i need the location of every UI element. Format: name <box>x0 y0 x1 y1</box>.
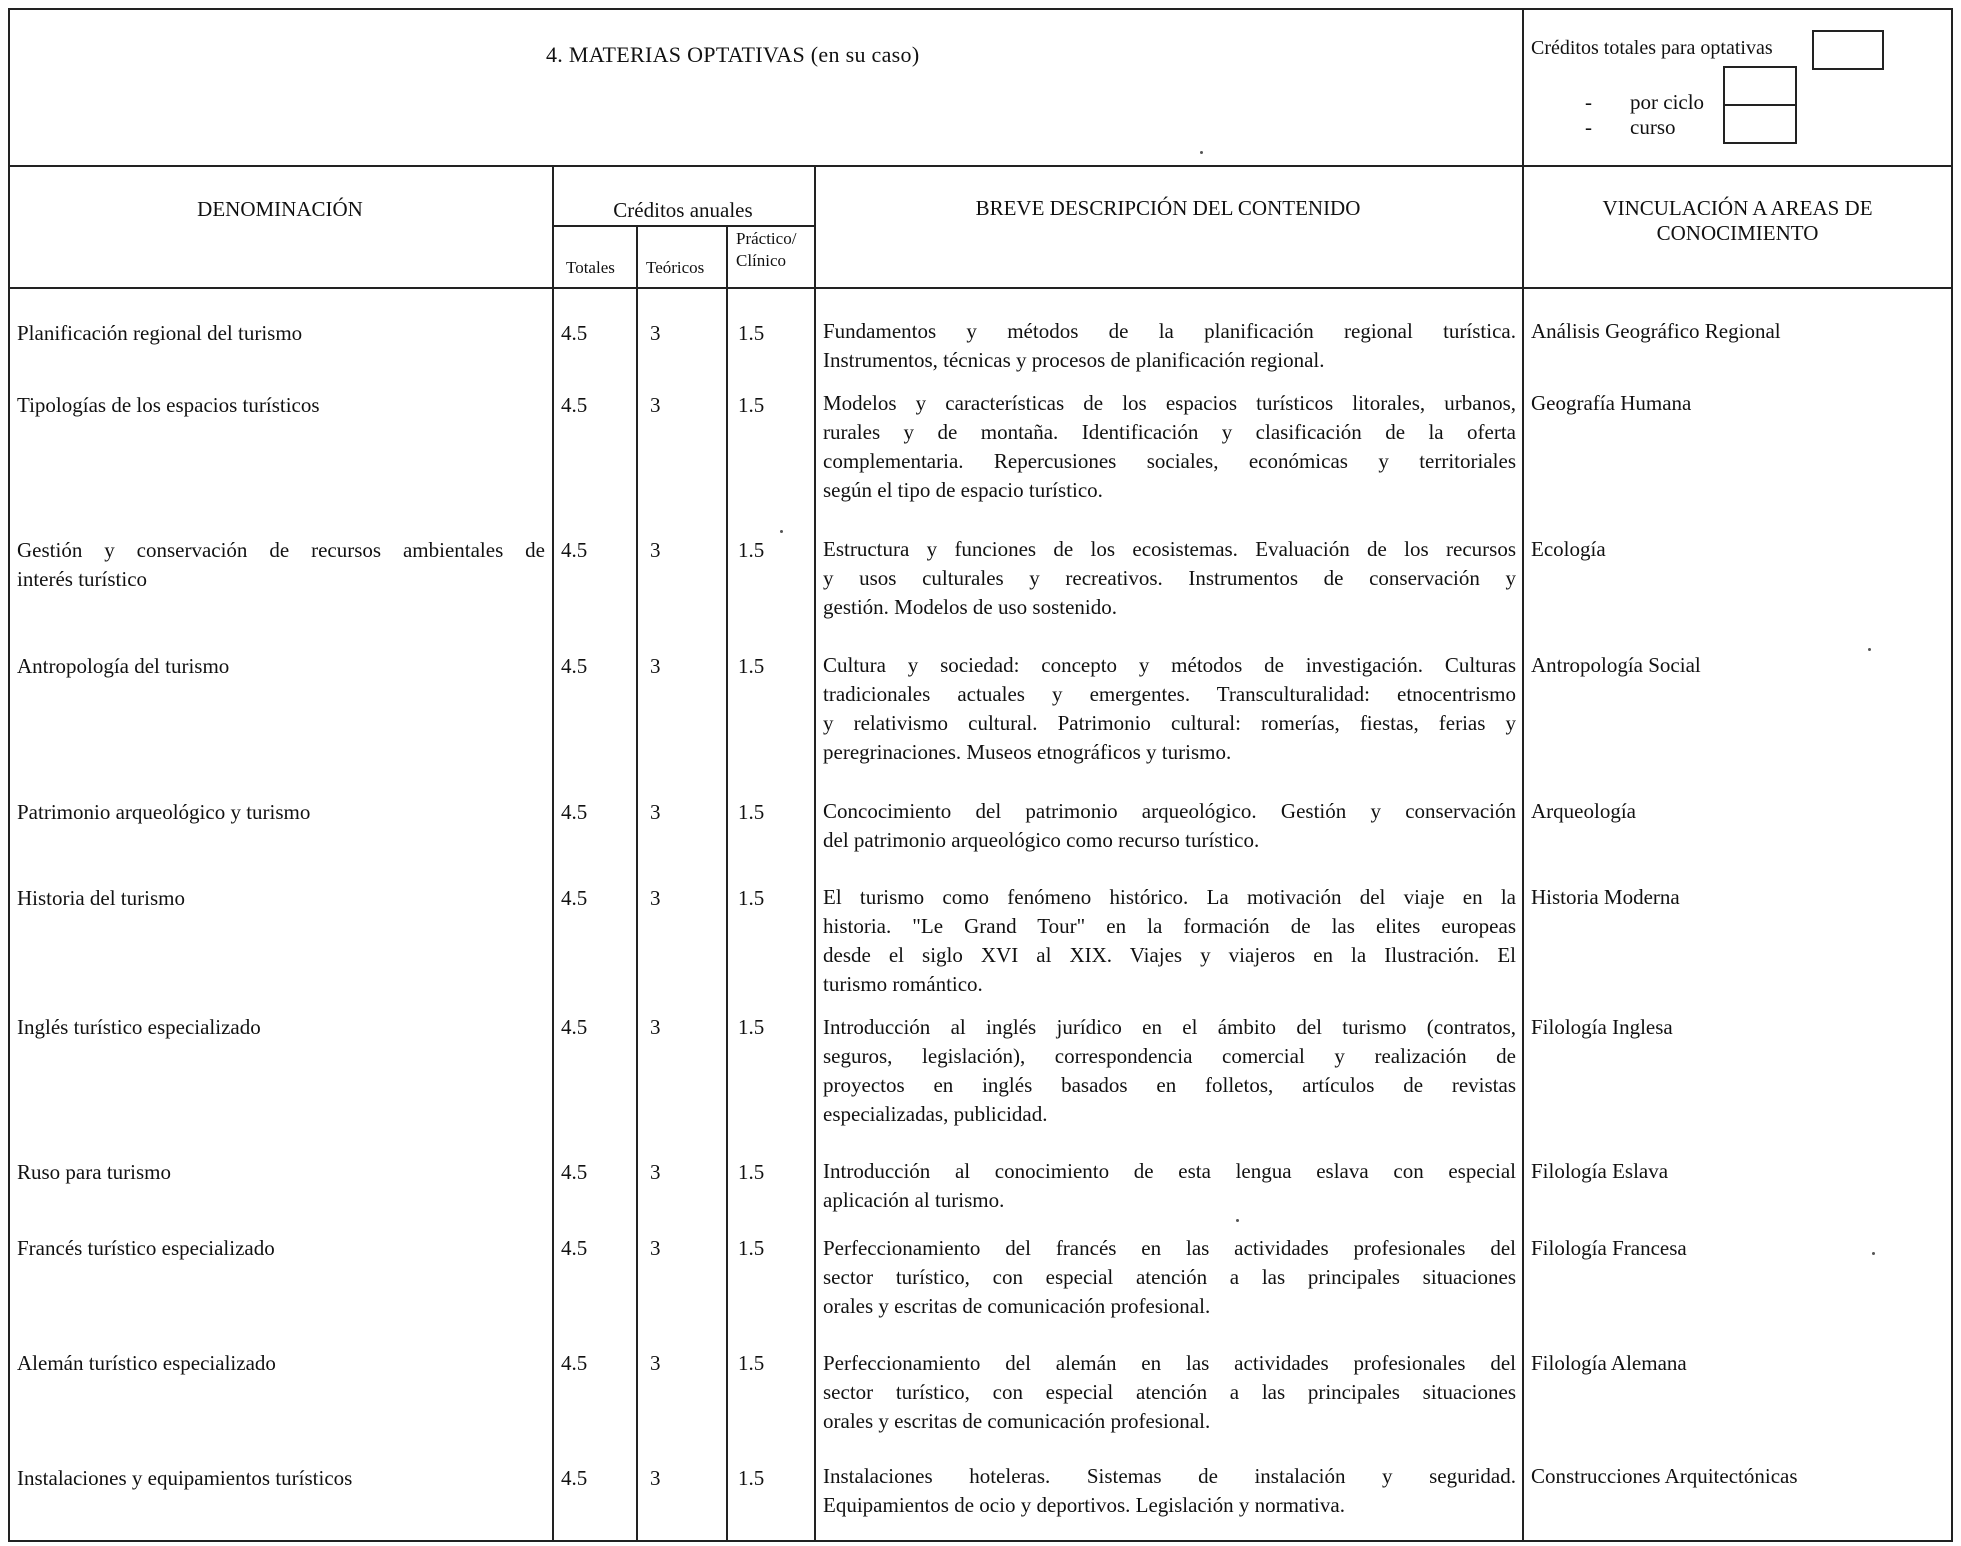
row-teoricos: 3 <box>650 393 661 417</box>
row-practico: 1.5 <box>738 1015 765 1039</box>
course-dash: - <box>1585 115 1592 139</box>
row-denominacion: Historia del turismo <box>17 886 185 910</box>
row-area: Ecología <box>1531 537 1606 561</box>
row-descripcion-line: complementaria. Repercusiones sociales, económicas y territoriales <box>823 449 1516 473</box>
row-teoricos: 3 <box>650 321 661 345</box>
per-cycle-dash: - <box>1585 90 1592 114</box>
row-descripcion-line: gestión. Modelos de uso sostenido. <box>823 595 1117 619</box>
row-denominacion: Tipologías de los espacios turísticos <box>17 393 320 417</box>
row-descripcion-line: según el tipo de espacio turístico. <box>823 478 1103 502</box>
row-descripcion-line: Perfeccionamiento del alemán en las actividades profesionales del <box>823 1351 1516 1375</box>
row-descripcion-line: seguros, legislación), correspondencia comercial y realización de <box>823 1044 1516 1068</box>
row-totales: 4.5 <box>561 886 588 910</box>
row-descripcion-line: rurales y de montaña. Identificación y clasificación de la oferta <box>823 420 1516 444</box>
row-denominacion: Planificación regional del turismo <box>17 321 303 345</box>
col-divider-denominacion <box>552 165 554 1542</box>
creditos-subheader-line <box>552 225 814 227</box>
per-cycle-label: por ciclo <box>1630 90 1705 114</box>
row-area: Arqueología <box>1531 799 1636 823</box>
row-descripcion-line: sector turístico, con especial atención a las principales situaciones <box>823 1380 1516 1404</box>
row-descripcion-line: Estructura y funciones de los ecosistemas. Evaluación de los recursos <box>823 537 1516 561</box>
row-teoricos: 3 <box>650 1015 661 1039</box>
row-descripcion-line: Cultura y sociedad: concepto y métodos de investigación. Culturas <box>823 653 1516 677</box>
col-header-vinculacion-line1: VINCULACIÓN A AREAS DE <box>1602 196 1873 220</box>
frame-bottom-border <box>8 1540 1953 1542</box>
row-denominacion: Antropología del turismo <box>17 654 230 678</box>
row-descripcion-line: Modelos y características de los espacios turísticos litorales, urbanos, <box>823 391 1516 415</box>
row-descripcion-line: Perfeccionamiento del francés en las actividades profesionales del <box>823 1236 1516 1260</box>
row-descripcion-line: Concocimiento del patrimonio arqueológico. Gestión y conservación <box>823 799 1516 823</box>
row-descripcion-line: Equipamientos de ocio y deportivos. Legislación y normativa. <box>823 1493 1345 1517</box>
row-teoricos: 3 <box>650 886 661 910</box>
row-teoricos: 3 <box>650 800 661 824</box>
row-totales: 4.5 <box>561 538 588 562</box>
row-totales: 4.5 <box>561 1015 588 1039</box>
row-descripcion-line: proyectos en inglés basados en folletos, artículos de revistas <box>823 1073 1516 1097</box>
row-descripcion-line: tradicionales actuales y emergentes. Transculturalidad: etnocentrismo <box>823 682 1516 706</box>
row-teoricos: 3 <box>650 1160 661 1184</box>
row-totales: 4.5 <box>561 393 588 417</box>
row-practico: 1.5 <box>738 538 765 562</box>
frame-top-border <box>8 8 1953 10</box>
row-descripcion-line: Instrumentos, técnicas y procesos de planificación regional. <box>823 348 1325 372</box>
row-area: Análisis Geográfico Regional <box>1531 319 1781 343</box>
course-label: curso <box>1630 115 1676 139</box>
row-totales: 4.5 <box>561 1466 588 1490</box>
row-practico: 1.5 <box>738 321 765 345</box>
row-denominacion: Alemán turístico especializado <box>17 1351 276 1375</box>
column-header-bottom-border <box>8 287 1953 289</box>
row-practico: 1.5 <box>738 393 765 417</box>
row-descripcion-line: desde el siglo XVI al XIX. Viajes y viajeros en la Ilustración. El <box>823 943 1516 967</box>
col-header-totales: Totales <box>566 258 615 277</box>
col-header-practico-line1: Práctico/ <box>736 229 797 248</box>
row-descripcion-line: aplicación al turismo. <box>823 1188 1005 1212</box>
col-header-denominacion: DENOMINACIÓN <box>197 197 363 221</box>
credits-total-label: Créditos totales para optativas <box>1531 37 1773 59</box>
row-practico: 1.5 <box>738 1160 765 1184</box>
row-area: Antropología Social <box>1531 653 1701 677</box>
row-denominacion: Gestión y conservación de recursos ambientales de <box>17 538 545 562</box>
row-area: Filología Alemana <box>1531 1351 1687 1375</box>
frame-left-border <box>8 8 10 1542</box>
scan-speck <box>780 530 783 533</box>
col-header-descripcion: BREVE DESCRIPCIÓN DEL CONTENIDO <box>975 196 1361 220</box>
row-descripcion-line: y relativismo cultural. Patrimonio cultural: romerías, fiestas, ferias y <box>823 711 1516 735</box>
row-totales: 4.5 <box>561 800 588 824</box>
row-denominacion: Francés turístico especializado <box>17 1236 275 1260</box>
row-totales: 4.5 <box>561 1351 588 1375</box>
row-denominacion: Ruso para turismo <box>17 1160 171 1184</box>
scan-speck <box>1236 1219 1239 1222</box>
row-descripcion-line: especializadas, publicidad. <box>823 1102 1048 1126</box>
section-title: 4. MATERIAS OPTATIVAS (en su caso) <box>546 42 920 67</box>
row-descripcion-line: y usos culturales y recreativos. Instrumentos de conservación y <box>823 566 1516 590</box>
row-denominacion: interés turístico <box>17 567 148 591</box>
row-descripcion-line: Introducción al conocimiento de esta lengua eslava con especial <box>823 1159 1516 1183</box>
row-practico: 1.5 <box>738 1466 765 1490</box>
row-totales: 4.5 <box>561 1160 588 1184</box>
row-totales: 4.5 <box>561 1236 588 1260</box>
row-practico: 1.5 <box>738 886 765 910</box>
row-teoricos: 3 <box>650 1351 661 1375</box>
col-header-vinculacion-line2: CONOCIMIENTO <box>1656 221 1819 245</box>
row-descripcion-line: orales y escritas de comunicación profesional. <box>823 1409 1211 1433</box>
row-denominacion: Patrimonio arqueológico y turismo <box>17 800 311 824</box>
row-area: Historia Moderna <box>1531 885 1680 909</box>
col-divider-practico <box>814 165 816 1542</box>
row-practico: 1.5 <box>738 800 765 824</box>
scan-speck <box>1872 1252 1875 1255</box>
row-totales: 4.5 <box>561 321 588 345</box>
row-area: Filología Eslava <box>1531 1159 1669 1183</box>
row-teoricos: 3 <box>650 1236 661 1260</box>
row-descripcion-line: Instalaciones hoteleras. Sistemas de instalación y seguridad. <box>823 1464 1516 1488</box>
row-practico: 1.5 <box>738 654 765 678</box>
col-divider-teoricos <box>726 225 728 1542</box>
row-area: Filología Inglesa <box>1531 1015 1673 1039</box>
row-practico: 1.5 <box>738 1351 765 1375</box>
row-descripcion-line: turismo romántico. <box>823 972 983 996</box>
col-header-creditos-anuales: Créditos anuales <box>613 198 753 222</box>
row-descripcion-line: historia. "Le Grand Tour" en la formación de las elites europeas <box>823 914 1516 938</box>
per-cycle-box <box>1723 66 1797 108</box>
credits-total-box <box>1812 30 1884 70</box>
row-area: Construcciones Arquitectónicas <box>1531 1464 1798 1488</box>
row-teoricos: 3 <box>650 538 661 562</box>
scan-speck <box>1200 151 1203 154</box>
course-box <box>1723 104 1797 144</box>
row-teoricos: 3 <box>650 654 661 678</box>
col-header-practico-line2: Clínico <box>736 251 787 270</box>
row-descripcion-line: orales y escritas de comunicación profesional. <box>823 1294 1211 1318</box>
row-descripcion-line: sector turístico, con especial atención a las principales situaciones <box>823 1265 1516 1289</box>
row-area: Geografía Humana <box>1531 391 1692 415</box>
row-teoricos: 3 <box>650 1466 661 1490</box>
row-descripcion-line: Introducción al inglés jurídico en el ámbito del turismo (contratos, <box>823 1015 1516 1039</box>
row-descripcion-line: El turismo como fenómeno histórico. La motivación del viaje en la <box>823 885 1516 909</box>
scan-speck <box>1868 648 1871 651</box>
row-area: Filología Francesa <box>1531 1236 1687 1260</box>
row-practico: 1.5 <box>738 1236 765 1260</box>
col-header-teoricos: Teóricos <box>646 258 705 277</box>
col-divider-totales <box>636 225 638 1542</box>
header-bottom-border <box>8 165 1953 167</box>
row-descripcion-line: Fundamentos y métodos de la planificación regional turística. <box>823 319 1516 343</box>
row-totales: 4.5 <box>561 654 588 678</box>
row-denominacion: Inglés turístico especializado <box>17 1015 261 1039</box>
row-descripcion-line: del patrimonio arqueológico como recurso turístico. <box>823 828 1260 852</box>
row-descripcion-line: peregrinaciones. Museos etnográficos y turismo. <box>823 740 1232 764</box>
row-denominacion: Instalaciones y equipamientos turísticos <box>17 1466 353 1490</box>
